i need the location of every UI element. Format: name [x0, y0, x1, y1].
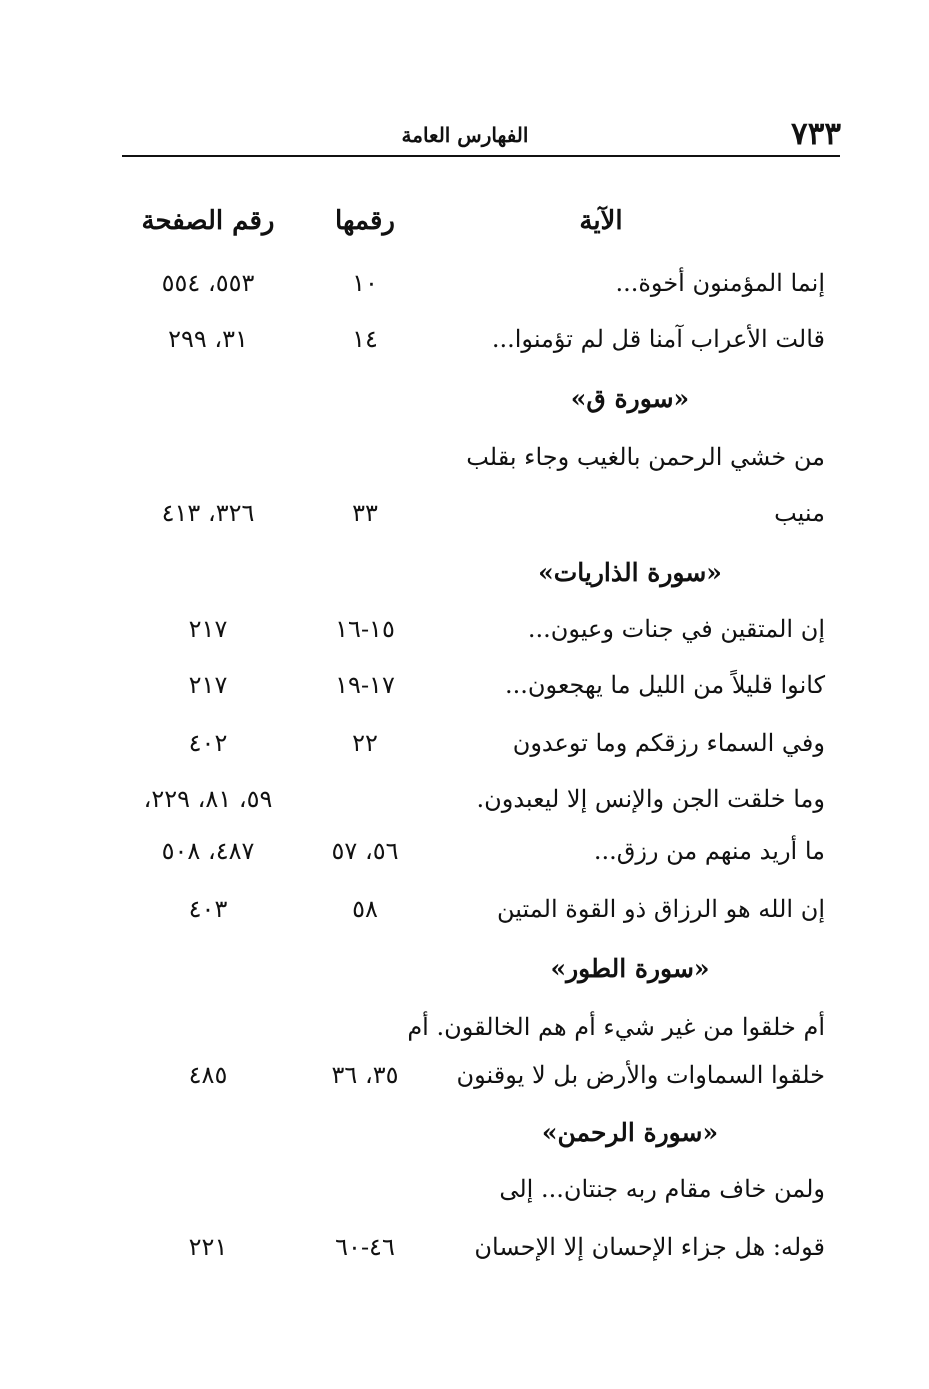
table-row: [0, 714, 929, 772]
ayah-text: ولمن خاف مقام ربه جنتان... إلى: [499, 1175, 825, 1203]
table-row: [0, 1046, 929, 1104]
ayah-text: وفي السماء رزقكم وما توعدون: [512, 729, 825, 757]
surah-heading-row: [0, 544, 929, 602]
ayah-text: إن الله هو الرزاق ذو القوة المتين: [497, 895, 825, 923]
page-refs: ٣١، ٢٩٩: [168, 325, 248, 353]
page-refs: ٢١٧: [188, 615, 228, 643]
surah-heading: «سورة الذاريات»: [538, 558, 722, 587]
page-refs: ٤٠٣: [188, 895, 228, 923]
ayah-number: ١٠: [352, 269, 378, 297]
table-row: [0, 1218, 929, 1276]
ayah-text: خلقوا السماوات والأرض بل لا يوقنون: [456, 1061, 825, 1089]
header-ayah: الآية: [579, 206, 623, 236]
page-refs: ٥٥٣، ٥٥٤: [161, 269, 255, 297]
table-row: [0, 822, 929, 880]
table-row: [0, 254, 929, 312]
ayah-number: ٣٣: [352, 499, 378, 527]
ayah-number: ٥٨: [352, 895, 378, 923]
surah-heading-row: [0, 1104, 929, 1162]
table-row: [0, 428, 929, 486]
table-row: [0, 600, 929, 658]
ayah-number: ٥٦، ٥٧: [331, 837, 399, 865]
ayah-text: وما خلقت الجن والإنس إلا ليعبدون.: [476, 785, 825, 813]
page-refs: ٤٨٥: [188, 1061, 228, 1089]
surah-heading-row: [0, 940, 929, 998]
surah-heading: «سورة الرحمن»: [541, 1118, 719, 1147]
surah-heading: «سورة ق»: [570, 384, 690, 413]
ayah-number: ١٥-١٦: [335, 615, 395, 643]
ayah-text: ما أريد منهم من رزق...: [593, 837, 825, 865]
ayah-text: قوله: هل جزاء الإحسان إلا الإحسان: [474, 1233, 825, 1261]
ayah-text: كانوا قليلاً من الليل ما يهجعون...: [505, 671, 825, 699]
page-refs: ٥٩، ٨١، ٢٢٩،: [143, 785, 273, 813]
surah-heading: «سورة الطور»: [550, 954, 710, 983]
surah-heading-row: [0, 370, 929, 428]
table-row: [0, 880, 929, 938]
page-number: ٧٣٣: [791, 116, 841, 152]
ayah-text: إنما المؤمنون أخوة...: [615, 269, 825, 297]
table-header: [0, 192, 929, 250]
ayah-text: أم خلقوا من غير شيء أم هم الخالقون. أم: [407, 1013, 825, 1041]
table-row: [0, 310, 929, 368]
page-refs: ٢٢١: [188, 1233, 228, 1261]
ayah-text: من خشي الرحمن بالغيب وجاء بقلب: [466, 443, 825, 471]
table-row: [0, 1160, 929, 1218]
table-row: [0, 770, 929, 828]
ayah-number: ١٧-١٩: [335, 671, 395, 699]
page-refs: ٤٨٧، ٥٠٨: [161, 837, 255, 865]
ayah-number: ٣٥، ٣٦: [331, 1061, 399, 1089]
header-number: رقمها: [335, 206, 395, 236]
ayah-number: ١٤: [352, 325, 378, 353]
table-row: [0, 656, 929, 714]
ayah-number: ٤٦-٦٠: [335, 1233, 395, 1261]
ayah-text: قالت الأعراب آمنا قل لم تؤمنوا...: [491, 325, 825, 353]
table-row: [0, 484, 929, 542]
header-rule: [122, 155, 840, 157]
header-page: رقم الصفحة: [141, 206, 275, 236]
page-refs: ٤٠٢: [188, 729, 228, 757]
ayah-number: ٢٢: [352, 729, 378, 757]
running-title: الفهارس العامة: [401, 123, 529, 147]
page-refs: ٢١٧: [188, 671, 228, 699]
ayah-text: إن المتقين في جنات وعيون...: [527, 615, 825, 643]
page-refs: ٣٢٦، ٤١٣: [161, 499, 255, 527]
ayah-text: منيب: [774, 499, 825, 527]
